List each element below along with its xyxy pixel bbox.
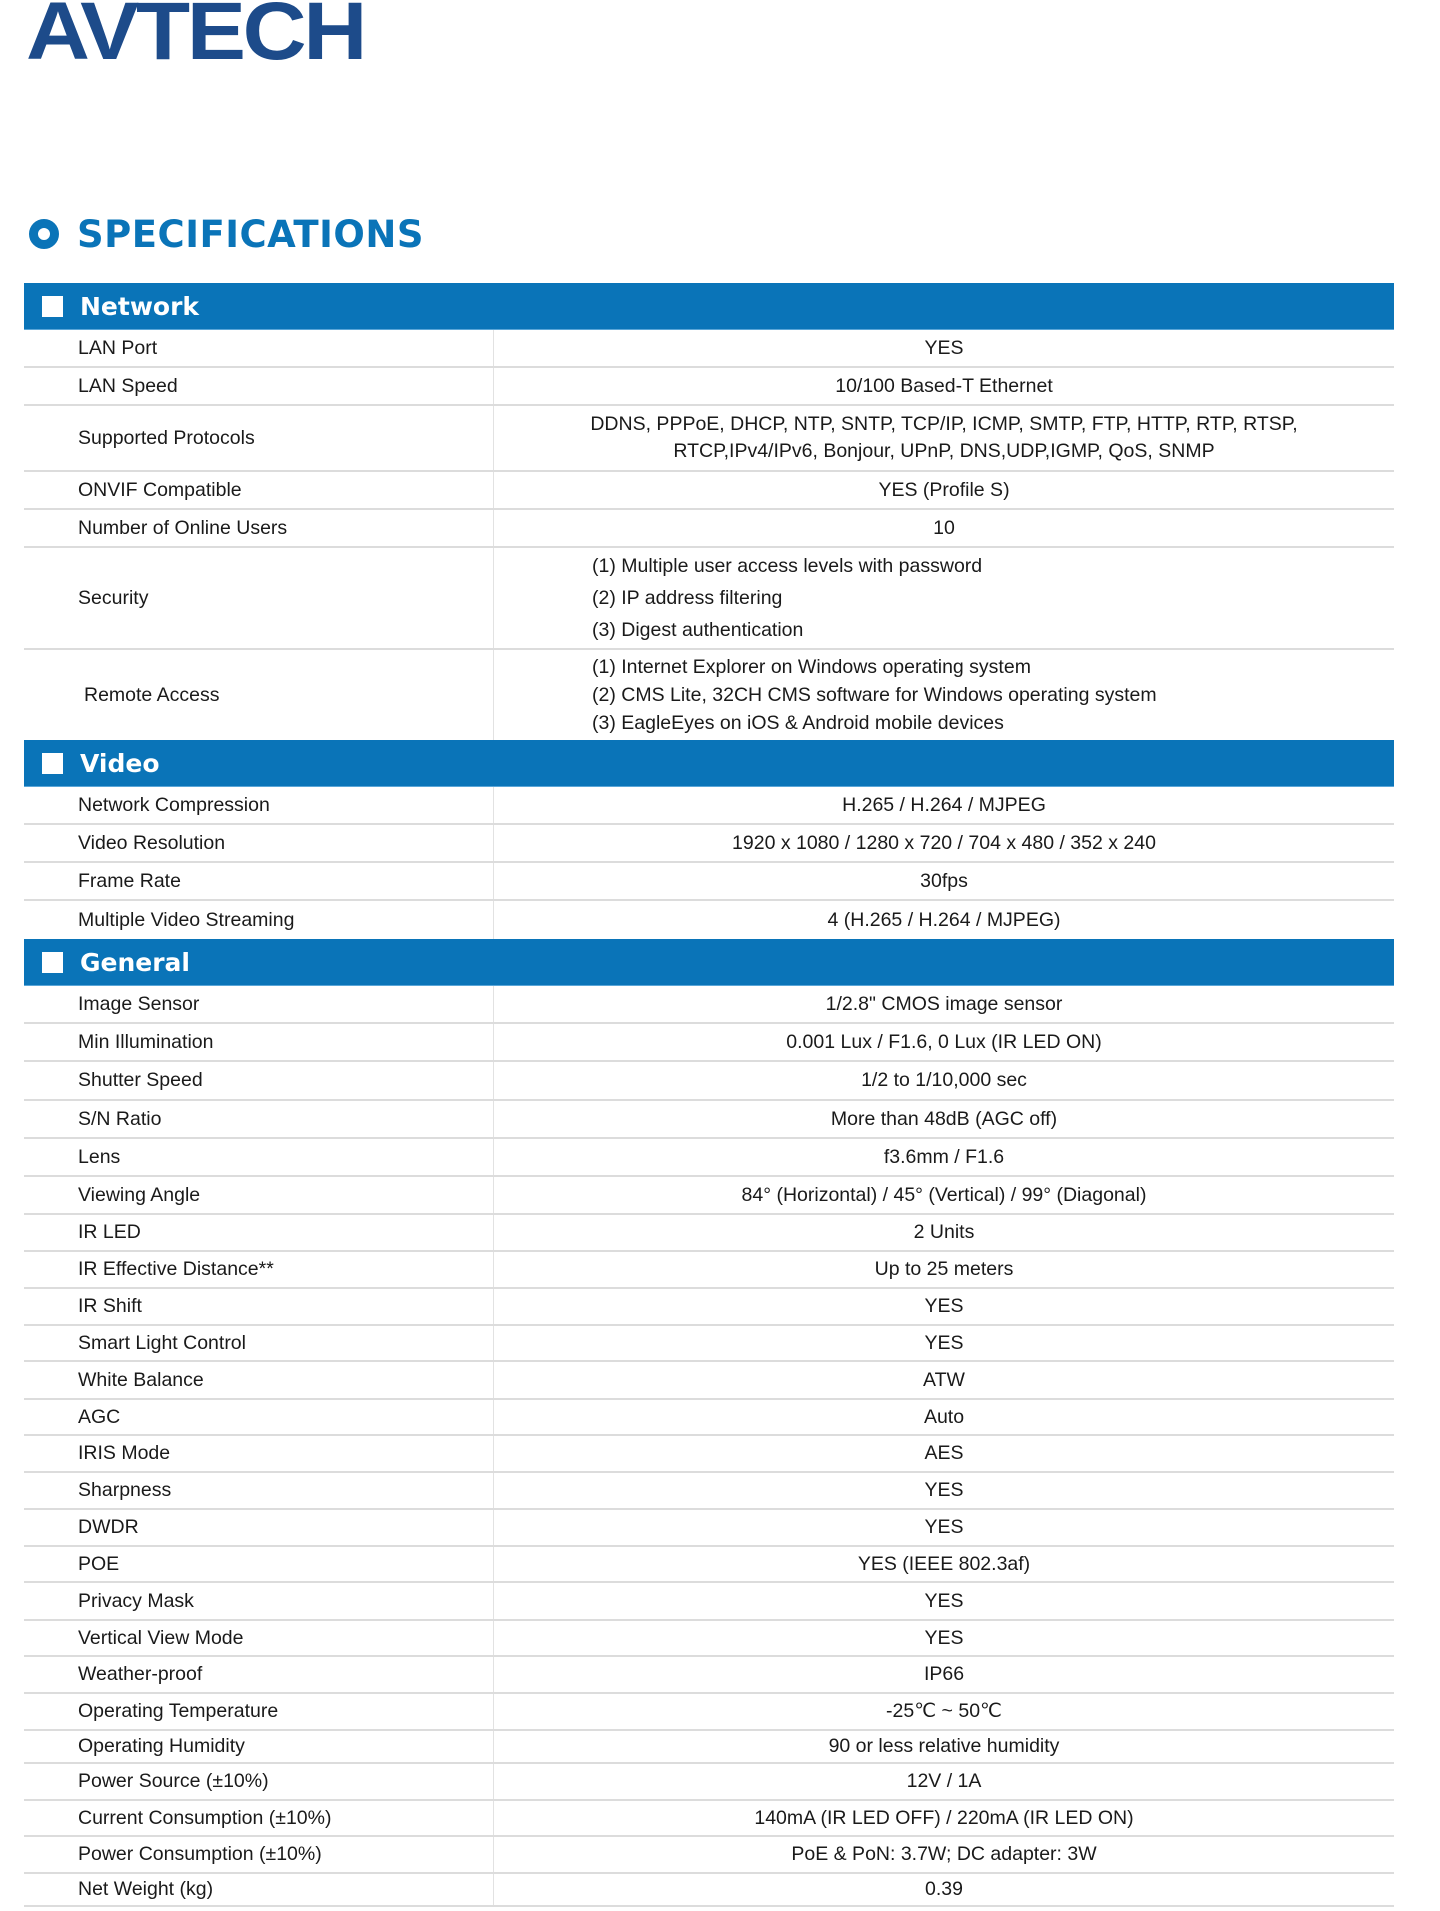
spec-row-security bbox=[24, 548, 1394, 650]
spec-label: Current Consumption (±10%) bbox=[24, 1801, 494, 1835]
spec-row-supported-protocols bbox=[24, 406, 1394, 472]
spec-row bbox=[24, 1510, 1394, 1547]
spec-label: Vertical View Mode bbox=[24, 1621, 494, 1655]
spec-label: Privacy Mask bbox=[24, 1583, 494, 1619]
spec-row bbox=[24, 1400, 1394, 1436]
section-header-general bbox=[24, 939, 1394, 986]
section-header-video bbox=[24, 740, 1394, 787]
spec-row bbox=[24, 1289, 1394, 1326]
spec-label: Viewing Angle bbox=[24, 1177, 494, 1213]
spec-label: IR Shift bbox=[24, 1289, 494, 1324]
spec-row-remote-access bbox=[24, 650, 1394, 740]
spec-value bbox=[494, 650, 1394, 740]
spec-label: Video Resolution bbox=[24, 825, 494, 861]
spec-value: YES bbox=[924, 1331, 964, 1354]
spec-value: 10/100 Based-T Ethernet bbox=[835, 374, 1053, 397]
spec-value-line: (3) EagleEyes on iOS & Android mobile devices bbox=[592, 712, 1004, 734]
circle-bullet-icon bbox=[29, 219, 59, 249]
spec-label: Lens bbox=[24, 1139, 494, 1175]
spec-row bbox=[24, 1024, 1394, 1062]
section-title: Video bbox=[80, 748, 160, 778]
spec-label: LAN Speed bbox=[24, 368, 494, 404]
spec-row bbox=[24, 1101, 1394, 1139]
spec-value-line: DDNS, PPPoE, DHCP, NTP, SNTP, TCP/IP, ICMP, SMTP, FTP, HTTP, RTP, RTSP, bbox=[590, 413, 1298, 435]
spec-value: YES (IEEE 802.3af) bbox=[857, 1552, 1031, 1575]
spec-label: Security bbox=[24, 548, 494, 648]
spec-value: 12V / 1A bbox=[906, 1770, 982, 1792]
spec-label: Image Sensor bbox=[24, 986, 494, 1022]
spec-row-online-users bbox=[24, 510, 1394, 548]
spec-row-lan-speed bbox=[24, 368, 1394, 406]
spec-label: Operating Temperature bbox=[24, 1694, 494, 1729]
spec-value: 1920 x 1080 / 1280 x 720 / 704 x 480 / 352 x 240 bbox=[732, 831, 1156, 854]
spec-row bbox=[24, 1062, 1394, 1101]
spec-row bbox=[24, 1621, 1394, 1657]
spec-value: 90 or less relative humidity bbox=[828, 1735, 1060, 1757]
square-bullet-icon bbox=[42, 296, 63, 317]
page-title bbox=[29, 214, 424, 254]
spec-value: 0.001 Lux / F1.6, 0 Lux (IR LED ON) bbox=[786, 1030, 1102, 1053]
spec-label: Frame Rate bbox=[24, 863, 494, 899]
spec-value: 2 Units bbox=[913, 1221, 975, 1243]
spec-value: 10 bbox=[933, 516, 955, 539]
spec-value bbox=[494, 548, 1394, 648]
spec-label: Power Consumption (±10%) bbox=[24, 1837, 494, 1872]
spec-label: Smart Light Control bbox=[24, 1326, 494, 1360]
spec-value: f3.6mm / F1.6 bbox=[883, 1145, 1005, 1168]
spec-value: YES bbox=[924, 1589, 964, 1612]
spec-value-line: (2) CMS Lite, 32CH CMS software for Windows operating system bbox=[592, 684, 1157, 706]
spec-value: 1/2.8" CMOS image sensor bbox=[825, 992, 1063, 1015]
spec-row bbox=[24, 1694, 1394, 1731]
spec-value: 140mA (IR LED OFF) / 220mA (IR LED ON) bbox=[754, 1806, 1134, 1829]
section-header-network bbox=[24, 283, 1394, 330]
spec-label: POE bbox=[24, 1547, 494, 1581]
general-rows bbox=[24, 986, 1394, 1907]
spec-value: PoE & PoN: 3.7W; DC adapter: 3W bbox=[791, 1843, 1097, 1865]
spec-row bbox=[24, 1473, 1394, 1510]
spec-row bbox=[24, 986, 1394, 1024]
spec-value: YES bbox=[924, 1295, 964, 1317]
spec-row bbox=[24, 1436, 1394, 1473]
spec-label: IR LED bbox=[24, 1215, 494, 1250]
spec-row bbox=[24, 1252, 1394, 1289]
spec-value: 30fps bbox=[920, 869, 968, 892]
spec-value-line: (1) Internet Explorer on Windows operating system bbox=[592, 656, 1031, 678]
spec-value-line: RTCP,IPv4/IPv6, Bonjour, UPnP, DNS,UDP,IGMP, QoS, SNMP bbox=[673, 440, 1215, 462]
spec-value: IP66 bbox=[923, 1663, 965, 1685]
spec-row bbox=[24, 1139, 1394, 1177]
section-title: Network bbox=[80, 291, 200, 321]
spec-label: Min Illumination bbox=[24, 1024, 494, 1060]
spec-label: White Balance bbox=[24, 1362, 494, 1398]
spec-value: 4 (H.265 / H.264 / MJPEG) bbox=[827, 908, 1061, 931]
spec-label: Operating Humidity bbox=[24, 1731, 494, 1762]
spec-label: AGC bbox=[24, 1400, 494, 1434]
spec-value: Auto bbox=[923, 1405, 965, 1428]
spec-value: YES bbox=[924, 1626, 964, 1649]
spec-table bbox=[24, 283, 1394, 1907]
spec-value: H.265 / H.264 / MJPEG bbox=[842, 793, 1046, 816]
spec-row-lan-port bbox=[24, 330, 1394, 368]
spec-label: Remote Access bbox=[24, 650, 494, 740]
spec-row bbox=[24, 1177, 1394, 1215]
spec-row-video-resolution bbox=[24, 825, 1394, 863]
spec-value: More than 48dB (AGC off) bbox=[830, 1107, 1058, 1130]
spec-value: YES bbox=[924, 1516, 964, 1538]
spec-value: 0.39 bbox=[925, 1878, 963, 1900]
spec-value: YES bbox=[924, 1479, 964, 1501]
spec-value: ATW bbox=[923, 1368, 965, 1391]
spec-label: Supported Protocols bbox=[24, 406, 494, 470]
spec-row bbox=[24, 1583, 1394, 1621]
spec-label: S/N Ratio bbox=[24, 1101, 494, 1137]
spec-label: ONVIF Compatible bbox=[24, 472, 494, 508]
spec-row bbox=[24, 1326, 1394, 1362]
spec-value: Up to 25 meters bbox=[874, 1258, 1014, 1280]
spec-value: -25℃ ~ 50℃ bbox=[886, 1700, 1002, 1722]
spec-row bbox=[24, 1547, 1394, 1583]
spec-value: AES bbox=[924, 1442, 964, 1464]
square-bullet-icon bbox=[42, 753, 63, 774]
spec-label: Net Weight (kg) bbox=[24, 1874, 494, 1905]
spec-value: 1/2 to 1/10,000 sec bbox=[861, 1069, 1027, 1091]
page-title-text: SPECIFICATIONS bbox=[77, 212, 424, 256]
spec-label: Shutter Speed bbox=[24, 1062, 494, 1099]
spec-value bbox=[494, 406, 1394, 470]
spec-value: 84° (Horizontal) / 45° (Vertical) / 99° (Diagonal) bbox=[741, 1183, 1147, 1206]
spec-row bbox=[24, 1837, 1394, 1874]
spec-row-network-compression bbox=[24, 787, 1394, 825]
spec-label: Power Source (±10%) bbox=[24, 1764, 494, 1799]
spec-label: LAN Port bbox=[24, 330, 494, 366]
spec-row bbox=[24, 1657, 1394, 1694]
spec-value: YES (Profile S) bbox=[878, 478, 1010, 501]
spec-row bbox=[24, 1874, 1394, 1907]
spec-label: IR Effective Distance** bbox=[24, 1252, 494, 1287]
spec-row bbox=[24, 1215, 1394, 1252]
spec-label: Multiple Video Streaming bbox=[24, 901, 494, 939]
spec-label: Number of Online Users bbox=[24, 510, 494, 546]
spec-value-line: (3) Digest authentication bbox=[592, 619, 804, 641]
spec-row-multiple-streaming bbox=[24, 901, 1394, 939]
square-bullet-icon bbox=[42, 952, 63, 973]
spec-label: IRIS Mode bbox=[24, 1436, 494, 1471]
spec-label: Sharpness bbox=[24, 1473, 494, 1508]
section-title: General bbox=[80, 947, 190, 977]
spec-label: Network Compression bbox=[24, 787, 494, 823]
spec-row bbox=[24, 1764, 1394, 1801]
avtech-logo: AVTECH bbox=[26, 0, 365, 77]
spec-value-line: (1) Multiple user access levels with password bbox=[592, 555, 983, 577]
spec-label: DWDR bbox=[24, 1510, 494, 1545]
spec-row bbox=[24, 1801, 1394, 1837]
spec-row bbox=[24, 1731, 1394, 1764]
spec-value: YES bbox=[924, 336, 964, 359]
spec-row-frame-rate bbox=[24, 863, 1394, 901]
spec-row bbox=[24, 1362, 1394, 1400]
spec-label: Weather-proof bbox=[24, 1657, 494, 1692]
spec-value-line: (2) IP address filtering bbox=[592, 587, 783, 609]
spec-row-onvif bbox=[24, 472, 1394, 510]
